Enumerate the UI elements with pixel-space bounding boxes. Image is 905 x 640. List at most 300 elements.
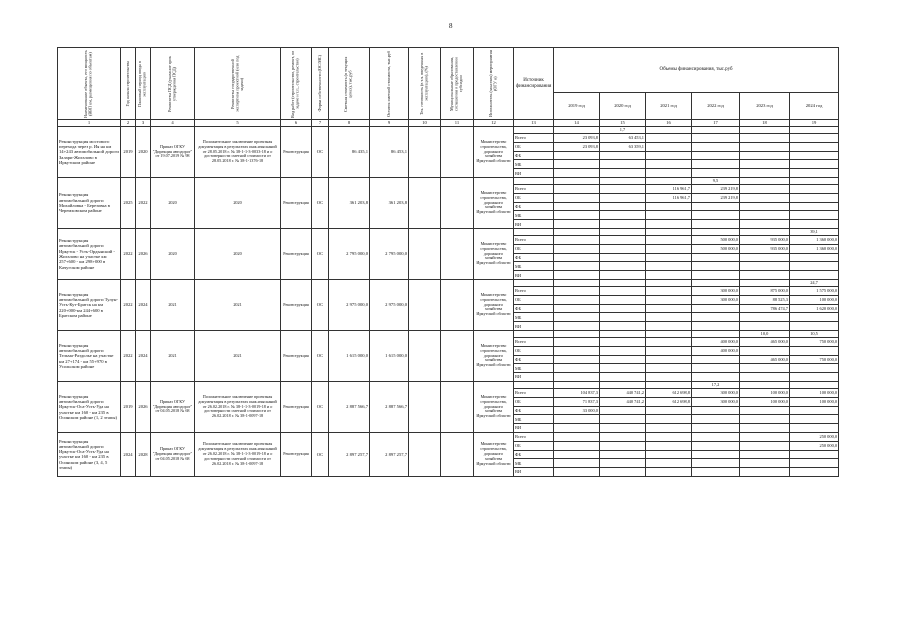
funding-value <box>692 211 740 220</box>
start-year: 2022 <box>121 228 136 279</box>
year-header: 2024 год <box>790 93 839 120</box>
work-type: Реконструкция <box>281 177 312 228</box>
funding-value <box>554 235 600 244</box>
funding-value <box>740 450 790 459</box>
readiness-cell <box>409 432 441 476</box>
readiness-percent <box>790 177 839 184</box>
funding-value <box>740 424 790 433</box>
funding-source: Всего <box>514 388 554 397</box>
funding-value <box>740 364 790 373</box>
funding-value <box>646 406 692 415</box>
funding-source: МБ <box>514 160 554 169</box>
funding-value <box>790 211 839 220</box>
funding-value <box>600 202 646 211</box>
funding-value <box>790 373 839 382</box>
funding-value <box>646 322 692 331</box>
funding-source: МБ <box>514 364 554 373</box>
funding-value <box>600 286 646 295</box>
readiness-percent <box>692 330 740 337</box>
object-row <box>58 330 839 337</box>
funding-value <box>740 322 790 331</box>
column-number: 2 <box>121 120 136 127</box>
municipal-cell <box>441 177 474 228</box>
col-header-end: Плановый период ввода в эксплуатацию <box>136 48 151 120</box>
readiness-percent <box>554 177 600 184</box>
funding-value <box>554 450 600 459</box>
municipal-cell <box>441 279 474 330</box>
funding-value <box>790 193 839 202</box>
column-number: 17 <box>692 120 740 127</box>
funding-value <box>692 459 740 468</box>
funding-value <box>554 193 600 202</box>
funding-value <box>554 459 600 468</box>
financing-table <box>57 47 839 477</box>
funding-value: 300 000,0 <box>692 286 740 295</box>
psd-details: Приказ ОГКУ "Дирекция автодорог" от 04.05.2018 № 68 <box>151 381 195 432</box>
funding-value <box>554 373 600 382</box>
funding-value <box>600 373 646 382</box>
funding-value: 440 741,2 <box>600 388 646 397</box>
funding-value <box>692 355 740 364</box>
object-name: Реконструкция автомобильной дороги Тулун-Усть-Кут-Братск на км 220+000-км 244+600 в Братском районе <box>58 279 121 330</box>
funding-value: 88 525,3 <box>740 295 790 304</box>
object-name: Реконструкция автомобильной дороги Иркутск - Усть-Ордынский - Жигалово на участке км 257+600 - км 298+000 в Качугском районе <box>58 228 121 279</box>
funding-value <box>692 450 740 459</box>
funding-value <box>554 295 600 304</box>
ownership: ОС <box>312 228 329 279</box>
psd-details: 2021 <box>151 330 195 381</box>
column-number: 13 <box>514 120 554 127</box>
col-header-rest: Остаток сметной стоимости, тыс.руб <box>370 48 409 120</box>
funding-value <box>600 169 646 178</box>
funding-source: Всего <box>514 134 554 143</box>
funding-value <box>600 262 646 271</box>
funding-value <box>790 151 839 160</box>
funding-source: ВИ <box>514 220 554 229</box>
funding-value <box>646 295 692 304</box>
funding-value <box>790 424 839 433</box>
funding-value: 500 000,0 <box>692 244 740 253</box>
funding-source: ВИ <box>514 322 554 331</box>
funding-value <box>740 271 790 280</box>
funding-value <box>790 134 839 143</box>
estimated-cost: 2 975 000,0 <box>329 279 370 330</box>
funding-source: Всего <box>514 184 554 193</box>
funding-value: 1 620 000,0 <box>790 304 839 313</box>
funding-value <box>646 202 692 211</box>
funding-value <box>740 160 790 169</box>
expertise-details: Положительное заключение проектная документация в результатах инж.изысканий от 28.05.2018 г. № 38-1-1-3-0033-18 и о достоверности сметной стоимости от 28.05.2018 г. № 38-1-1376-18 <box>195 127 281 178</box>
funding-source: ФБ <box>514 406 554 415</box>
column-number: 3 <box>136 120 151 127</box>
funding-value <box>740 202 790 211</box>
end-year: 2020 <box>136 127 151 178</box>
remaining-cost: 86 453,1 <box>370 127 409 178</box>
readiness-percent <box>554 228 600 235</box>
column-number: 16 <box>646 120 692 127</box>
readiness-percent <box>600 381 646 388</box>
end-year: 2024 <box>136 279 151 330</box>
readiness-percent: 1,7 <box>600 127 646 134</box>
column-number: 18 <box>740 120 790 127</box>
funding-value <box>790 142 839 151</box>
funding-value: 935 000,0 <box>740 235 790 244</box>
funding-source: ФБ <box>514 304 554 313</box>
funding-value: 116 961,7 <box>646 193 692 202</box>
funding-value <box>692 304 740 313</box>
funding-value <box>740 142 790 151</box>
funding-value: 239 219,8 <box>692 193 740 202</box>
funding-value: 875 000,0 <box>740 286 790 295</box>
estimated-cost: 361 203,8 <box>329 177 370 228</box>
funding-value: 465 000,0 <box>740 337 790 346</box>
funding-source: ФБ <box>514 151 554 160</box>
funding-value <box>554 415 600 424</box>
funding-value <box>646 364 692 373</box>
col-header-source: Источник финансирования <box>514 48 554 120</box>
year-header: 2022 год <box>692 93 740 120</box>
readiness-percent: 10,0 <box>740 330 790 337</box>
funding-value <box>790 271 839 280</box>
estimated-cost: 1 615 000,0 <box>329 330 370 381</box>
funding-value <box>692 151 740 160</box>
executor: Министерство строительства, дорожного хозяйства Иркутской области <box>474 432 514 476</box>
funding-value: 465 000,0 <box>740 355 790 364</box>
funding-value <box>646 313 692 322</box>
executor: Министерство строительства, дорожного хозяйства Иркутской области <box>474 127 514 178</box>
expertise-details: 2021 <box>195 330 281 381</box>
funding-value <box>554 468 600 477</box>
funding-value <box>554 441 600 450</box>
object-row <box>58 177 839 184</box>
source-cell <box>514 177 554 184</box>
funding-value <box>600 211 646 220</box>
funding-value: 750 000,0 <box>790 355 839 364</box>
funding-value: 116 961,7 <box>646 184 692 193</box>
funding-value <box>554 322 600 331</box>
funding-value <box>554 346 600 355</box>
funding-value: 104 837,3 <box>554 388 600 397</box>
funding-value <box>554 220 600 229</box>
funding-value <box>554 244 600 253</box>
funding-value <box>790 262 839 271</box>
funding-value: 1 360 000,0 <box>790 244 839 253</box>
readiness-percent <box>600 279 646 286</box>
object-name: Реконструкция автомобильной дороги Иркутск-Оса-Усть-Уда на участке км 160 - км 235 в Осинском районе (3, 4, 5 этапы) <box>58 432 121 476</box>
psd-details: 2020 <box>151 177 195 228</box>
funding-value <box>554 432 600 441</box>
funding-value <box>554 271 600 280</box>
funding-value <box>790 184 839 193</box>
funding-value <box>790 450 839 459</box>
funding-value <box>600 313 646 322</box>
funding-value <box>790 468 839 477</box>
funding-value <box>554 286 600 295</box>
column-number: 6 <box>281 120 312 127</box>
funding-value <box>692 468 740 477</box>
work-type: Реконструкция <box>281 330 312 381</box>
start-year: 2025 <box>121 177 136 228</box>
funding-source: МБ <box>514 313 554 322</box>
start-year: 2019 <box>121 127 136 178</box>
funding-value <box>646 253 692 262</box>
funding-value <box>692 160 740 169</box>
funding-value <box>554 364 600 373</box>
readiness-percent: 39,1 <box>790 228 839 235</box>
funding-value <box>600 406 646 415</box>
funding-value <box>740 211 790 220</box>
remaining-cost: 2 887 566,7 <box>370 381 409 432</box>
funding-value <box>554 313 600 322</box>
funding-value: 63 453,1 <box>600 134 646 143</box>
ownership: ОС <box>312 127 329 178</box>
funding-value <box>790 415 839 424</box>
funding-value: 1 360 000,0 <box>790 235 839 244</box>
funding-value <box>646 151 692 160</box>
column-number: 10 <box>409 120 441 127</box>
col-header-cost: Сметная стоимость (в текущих ценах), тыс.руб <box>329 48 370 120</box>
readiness-percent <box>790 381 839 388</box>
funding-value <box>692 271 740 280</box>
column-number: 5 <box>195 120 281 127</box>
funding-source: ОБ <box>514 142 554 151</box>
readiness-percent <box>554 279 600 286</box>
funding-value: 239 219,8 <box>692 184 740 193</box>
readiness-percent <box>600 228 646 235</box>
funding-value <box>646 355 692 364</box>
funding-value <box>646 262 692 271</box>
readiness-percent <box>740 228 790 235</box>
funding-source: ОБ <box>514 295 554 304</box>
col-header-readiness: Тех. готовность (в т.ч. введенных в эксплуатацию), (%) <box>409 48 441 120</box>
readiness-percent <box>692 127 740 134</box>
funding-value <box>646 220 692 229</box>
executor: Министерство строительства, дорожного хозяйства Иркутской области <box>474 279 514 330</box>
funding-value: 23 093,8 <box>554 142 600 151</box>
funding-value <box>692 406 740 415</box>
end-year: 2022 <box>136 177 151 228</box>
funding-value <box>790 459 839 468</box>
funding-value: 23 093,8 <box>554 134 600 143</box>
funding-source: ВИ <box>514 468 554 477</box>
municipal-cell <box>441 432 474 476</box>
municipal-cell <box>441 127 474 178</box>
readiness-cell <box>409 381 441 432</box>
funding-value <box>646 169 692 178</box>
object-name: Реконструкция автомобильной дороги Тельма-Раздолье на участке км 27+174 - км 55+970 в Усольском районе <box>58 330 121 381</box>
readiness-cell <box>409 279 441 330</box>
funding-value: 63 359,1 <box>600 142 646 151</box>
ownership: ОС <box>312 279 329 330</box>
page-number: 8 <box>449 22 453 30</box>
estimated-cost: 86 435,1 <box>329 127 370 178</box>
readiness-percent: 10,5 <box>790 330 839 337</box>
psd-details: Приказ ОГКУ "Дирекция автодорог" от 04.05.2018 № 68 <box>151 432 195 476</box>
readiness-percent <box>646 177 692 184</box>
year-header: 2020 год <box>600 93 646 120</box>
funding-value <box>646 142 692 151</box>
funding-source: ФБ <box>514 202 554 211</box>
start-year: 2024 <box>121 432 136 476</box>
funding-value <box>740 253 790 262</box>
funding-value <box>646 337 692 346</box>
funding-value <box>646 346 692 355</box>
funding-value <box>740 313 790 322</box>
funding-value: 612 698,8 <box>646 388 692 397</box>
readiness-percent <box>600 330 646 337</box>
funding-value <box>600 450 646 459</box>
funding-source: ОБ <box>514 397 554 406</box>
funding-value <box>600 253 646 262</box>
start-year: 2022 <box>121 330 136 381</box>
funding-value <box>554 169 600 178</box>
funding-value <box>692 202 740 211</box>
col-header-name: Наименование объекта, его мощность (ВВП км, размещения по объектам) <box>58 48 121 120</box>
funding-value <box>646 244 692 253</box>
funding-value <box>740 415 790 424</box>
funding-value <box>646 160 692 169</box>
work-type: Реконструкция <box>281 127 312 178</box>
readiness-percent <box>554 127 600 134</box>
funding-value <box>600 364 646 373</box>
funding-value <box>692 373 740 382</box>
funding-value <box>790 346 839 355</box>
funding-value <box>740 220 790 229</box>
funding-value <box>740 459 790 468</box>
end-year: 2026 <box>136 228 151 279</box>
funding-value <box>646 271 692 280</box>
funding-value <box>692 322 740 331</box>
funding-value <box>646 211 692 220</box>
funding-source: ВИ <box>514 169 554 178</box>
column-number: 11 <box>441 120 474 127</box>
header-row <box>58 48 839 93</box>
executor: Министерство строительства, дорожного хозяйства Иркутской области <box>474 381 514 432</box>
ownership: ОС <box>312 177 329 228</box>
col-header-municipal: Муниципальные образования, соглашения о предоставлении субсидии <box>441 48 474 120</box>
funding-value <box>554 262 600 271</box>
funding-value <box>790 160 839 169</box>
funding-value <box>600 160 646 169</box>
funding-value: 400 000,0 <box>692 346 740 355</box>
funding-value <box>740 169 790 178</box>
col-header-volume: Объемы финансирования, тыс.руб <box>554 48 839 93</box>
work-type: Реконструкция <box>281 381 312 432</box>
funding-value <box>646 468 692 477</box>
remaining-cost: 1 615 000,0 <box>370 330 409 381</box>
funding-value <box>600 322 646 331</box>
readiness-percent: 24,7 <box>790 279 839 286</box>
funding-value <box>600 271 646 280</box>
start-year: 2022 <box>121 279 136 330</box>
funding-value <box>740 432 790 441</box>
psd-details: Приказ ОГКУ "Дирекция автодорог" от 19.07.2019 № 98 <box>151 127 195 178</box>
funding-value <box>600 441 646 450</box>
readiness-percent <box>600 177 646 184</box>
readiness-cell <box>409 228 441 279</box>
funding-value <box>740 468 790 477</box>
column-number-row <box>58 120 839 127</box>
work-type: Реконструкция <box>281 432 312 476</box>
funding-value <box>646 450 692 459</box>
object-row <box>58 127 839 134</box>
end-year: 2028 <box>136 432 151 476</box>
funding-value <box>740 262 790 271</box>
funding-value <box>740 346 790 355</box>
funding-value <box>600 151 646 160</box>
readiness-cell <box>409 127 441 178</box>
executor: Министерство строительства, дорожного хозяйства Иркутской области <box>474 177 514 228</box>
funding-value <box>600 468 646 477</box>
funding-value <box>692 134 740 143</box>
funding-value <box>554 253 600 262</box>
funding-value <box>646 304 692 313</box>
funding-source: ФБ <box>514 450 554 459</box>
funding-value <box>600 355 646 364</box>
funding-value <box>740 184 790 193</box>
funding-value: 750 000,0 <box>790 337 839 346</box>
remaining-cost: 361 203,8 <box>370 177 409 228</box>
work-type: Реконструкция <box>281 228 312 279</box>
funding-value: 300 000,0 <box>692 388 740 397</box>
funding-source: МБ <box>514 459 554 468</box>
funding-value <box>646 432 692 441</box>
funding-source: Всего <box>514 337 554 346</box>
readiness-cell <box>409 177 441 228</box>
funding-value <box>600 337 646 346</box>
source-cell <box>514 381 554 388</box>
column-number: 12 <box>474 120 514 127</box>
funding-value <box>646 441 692 450</box>
readiness-percent <box>740 177 790 184</box>
readiness-percent <box>646 127 692 134</box>
object-name: Реконструкция автомобильной дороги Иркутск-Оса-Усть-Уда на участке км 160 - км 235 в Осинском районе (1, 2 этапы) <box>58 381 121 432</box>
source-cell <box>514 279 554 286</box>
funding-value <box>790 220 839 229</box>
funding-value: 1 575 000,0 <box>790 286 839 295</box>
funding-value <box>600 295 646 304</box>
funding-value <box>554 424 600 433</box>
funding-value <box>692 415 740 424</box>
readiness-percent <box>646 381 692 388</box>
funding-source: ФБ <box>514 253 554 262</box>
object-name: Реконструкция мостового перехода через р. Ия на км 14+243 автомобильной дороги Залари-Жигалово в Иркутском районе <box>58 127 121 178</box>
funding-value: 100 000,0 <box>790 397 839 406</box>
funding-value <box>740 441 790 450</box>
remaining-cost: 2 975 000,0 <box>370 279 409 330</box>
funding-value <box>646 424 692 433</box>
funding-value <box>692 441 740 450</box>
readiness-percent <box>692 279 740 286</box>
funding-value <box>692 364 740 373</box>
funding-value <box>692 424 740 433</box>
funding-value <box>600 184 646 193</box>
readiness-percent: 9,5 <box>692 177 740 184</box>
object-name: Реконструкция автомобильной дороги Михайловка - Березовка в Черемховском районе <box>58 177 121 228</box>
readiness-percent <box>790 127 839 134</box>
funding-value <box>600 220 646 229</box>
funding-source: ФБ <box>514 355 554 364</box>
funding-value: 100 000,0 <box>740 388 790 397</box>
funding-value <box>554 202 600 211</box>
expertise-details: 2020 <box>195 228 281 279</box>
work-type: Реконструкция <box>281 279 312 330</box>
funding-value <box>740 406 790 415</box>
funding-value <box>554 160 600 169</box>
funding-value <box>740 373 790 382</box>
funding-value <box>554 337 600 346</box>
funding-source: ВИ <box>514 271 554 280</box>
